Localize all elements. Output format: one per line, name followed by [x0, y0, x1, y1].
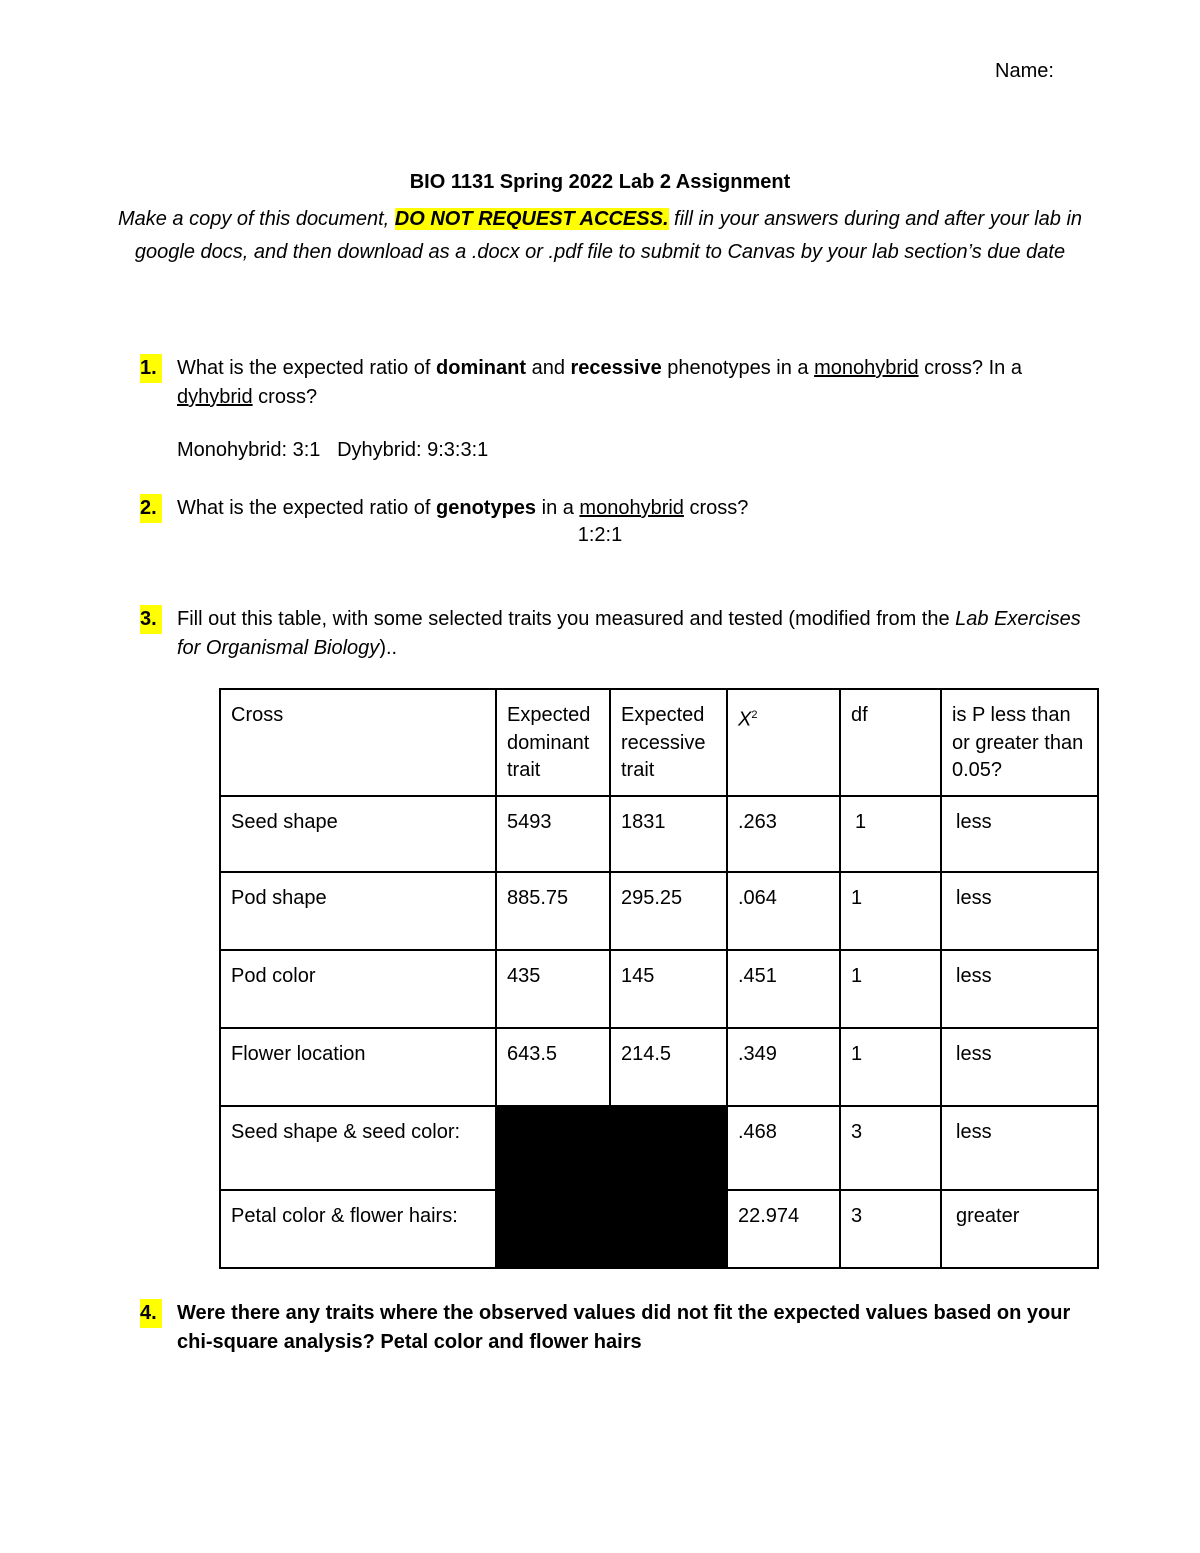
table-row — [220, 1028, 1098, 1106]
instructions-suffix: fill in your answers during and after your lab in google docs, and then download as a .docx or .pdf file to submit to Canvas by your lab section’s due date — [134, 208, 1083, 263]
cell-df: 1 — [840, 1028, 941, 1106]
cell-p: less — [941, 796, 1098, 872]
name-label: Name: — [995, 60, 1054, 82]
question-4 — [140, 1299, 1100, 1357]
instructions — [100, 203, 1100, 269]
instructions-prefix: Make a copy of this document, — [117, 208, 390, 230]
question-1 — [140, 354, 1100, 412]
q2-underline-monohybrid: monohybrid — [579, 497, 684, 519]
cell-chi: .349 — [727, 1028, 840, 1106]
cell-p: less — [941, 1028, 1098, 1106]
q3-text: ).. — [379, 637, 398, 659]
q1-underline-monohybrid: monohybrid — [814, 357, 919, 379]
q4-answer-text: Petal color and flower hairs — [374, 1331, 642, 1353]
cell-p: greater — [941, 1190, 1098, 1268]
q1-bold-recessive: recessive — [570, 357, 662, 379]
cell-chi: .064 — [727, 872, 840, 950]
cell-recessive: 1831 — [610, 796, 727, 872]
q2-text: What is the expected ratio of — [177, 497, 437, 519]
header-chi-square — [727, 689, 840, 796]
q1-text: phenotypes in a — [661, 357, 815, 379]
table-row — [220, 796, 1098, 872]
cell-dominant: 885.75 — [496, 872, 610, 950]
q3-italic-source: Lab Exercises for Organismal Biology — [177, 608, 1081, 659]
cell-cross: Pod color — [220, 950, 496, 1028]
instructions-highlight: DO NOT REQUEST ACCESS. — [394, 208, 669, 230]
q2-text: cross? — [683, 497, 749, 519]
question-number: 3. — [140, 605, 162, 634]
cell-recessive: 295.25 — [610, 872, 727, 950]
cell-p: less — [941, 950, 1098, 1028]
cell-cross: Petal color & flower hairs: — [220, 1190, 496, 1268]
traits-table — [219, 688, 1099, 1269]
table-row — [220, 872, 1098, 950]
header-p-value: is P less than or greater than 0.05? — [941, 689, 1098, 796]
document-title: BIO 1131 Spring 2022 Lab 2 Assignment — [409, 171, 791, 193]
blacked-out-cell — [496, 1190, 727, 1268]
q1-underline-dyhybrid: dyhybrid — [177, 386, 253, 408]
question-2 — [140, 494, 1100, 523]
q1-bold-dominant: dominant — [436, 357, 527, 379]
cell-chi: .451 — [727, 950, 840, 1028]
header-expected-dominant: Expected dominant trait — [496, 689, 610, 796]
header-df: df — [840, 689, 941, 796]
cell-cross: Pod shape — [220, 872, 496, 950]
q3-text: Fill out this table, with some selected traits you measured and tested (modified from the — [177, 608, 956, 630]
header-expected-recessive: Expected recessive trait — [610, 689, 727, 796]
q4-question-text: Were there any traits where the observed values did not fit the expected values based on your chi-square analysis? — [177, 1302, 1071, 1353]
q1-text: cross? — [252, 386, 318, 408]
chi-superscript: 2 — [751, 709, 758, 721]
table-row — [220, 1106, 1098, 1190]
cell-df: 1 — [840, 872, 941, 950]
q1-text: and — [526, 357, 571, 379]
cell-cross: Flower location — [220, 1028, 496, 1106]
answer-2: 1:2:1 — [577, 524, 623, 546]
cell-p: less — [941, 872, 1098, 950]
q2-bold-genotypes: genotypes — [436, 497, 537, 519]
table-row — [220, 1190, 1098, 1268]
cell-df: 3 — [840, 1106, 941, 1190]
chi-symbol: X — [738, 708, 752, 731]
q1-text: What is the expected ratio of — [177, 357, 437, 379]
question-number: 4. — [140, 1299, 162, 1328]
question-number: 2. — [140, 494, 162, 523]
cell-dominant: 5493 — [496, 796, 610, 872]
cell-chi: 22.974 — [727, 1190, 840, 1268]
q1-text: cross? In a — [918, 357, 1022, 379]
table-row — [220, 950, 1098, 1028]
table-header-row — [220, 689, 1098, 796]
answer-1: Monohybrid: 3:1 Dyhybrid: 9:3:3:1 — [177, 439, 489, 461]
cell-p: less — [941, 1106, 1098, 1190]
cell-cross: Seed shape — [220, 796, 496, 872]
header-cross: Cross — [220, 689, 496, 796]
cell-df: 1 — [840, 796, 941, 872]
question-number: 1. — [140, 354, 162, 383]
blacked-out-cell — [496, 1106, 727, 1190]
cell-chi: .468 — [727, 1106, 840, 1190]
cell-cross: Seed shape & seed color: — [220, 1106, 496, 1190]
cell-recessive: 145 — [610, 950, 727, 1028]
cell-dominant: 435 — [496, 950, 610, 1028]
question-3 — [140, 605, 1100, 663]
cell-dominant: 643.5 — [496, 1028, 610, 1106]
cell-df: 3 — [840, 1190, 941, 1268]
cell-chi: .263 — [727, 796, 840, 872]
q2-text: in a — [536, 497, 580, 519]
cell-df: 1 — [840, 950, 941, 1028]
cell-recessive: 214.5 — [610, 1028, 727, 1106]
